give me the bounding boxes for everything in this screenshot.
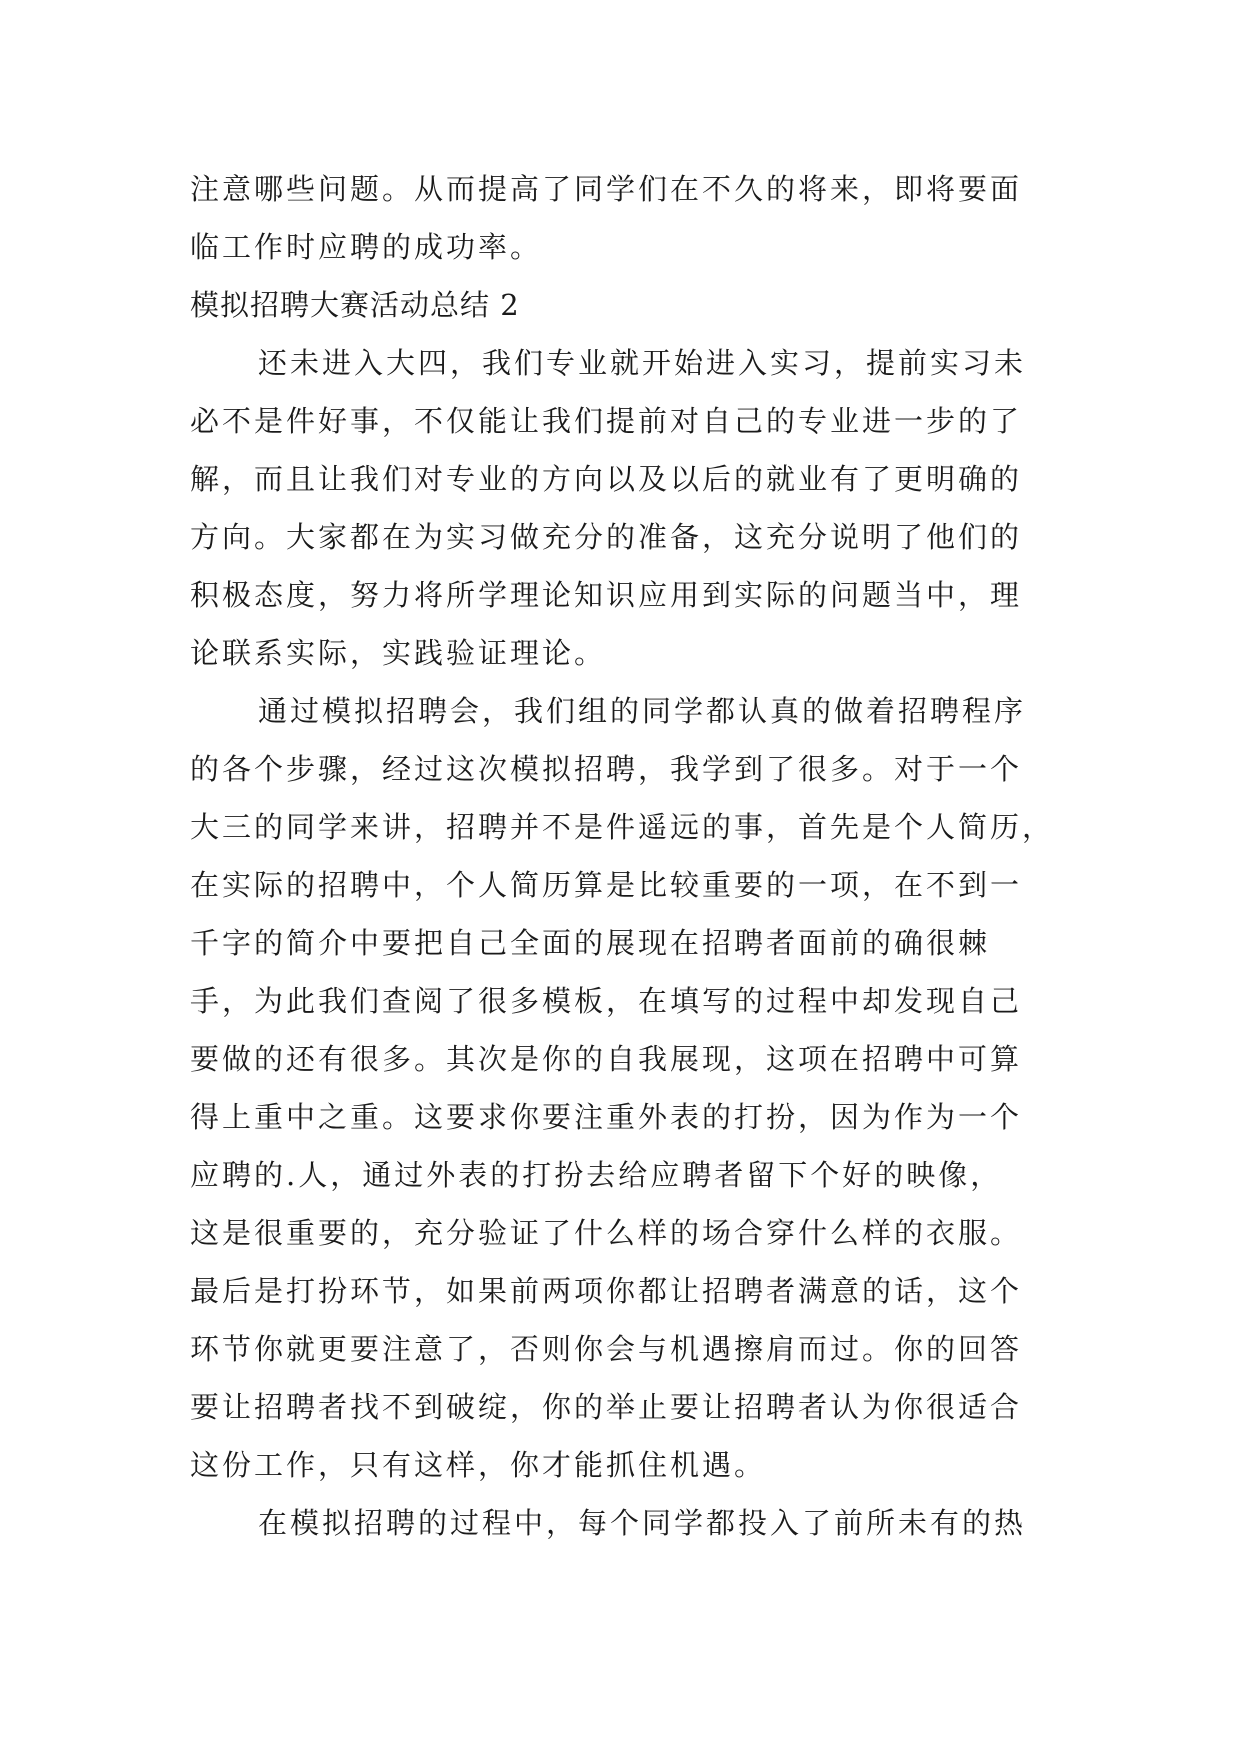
text-line: 这份工作，只有这样，你才能抓住机遇。 — [190, 1448, 767, 1482]
text-line: 要做的还有很多。其次是你的自我展现，这项在招聘中可算 — [190, 1042, 1023, 1076]
text-line: 要让招聘者找不到破绽，你的举止要让招聘者认为你很适合 — [190, 1390, 1023, 1424]
text-line: 方向。大家都在为实习做充分的准备，这充分说明了他们的 — [190, 520, 1023, 554]
text-line: 必不是件好事，不仅能让我们提前对自己的专业进一步的了 — [190, 404, 1023, 438]
text-line: 解，而且让我们对专业的方向以及以后的就业有了更明确的 — [190, 462, 1023, 496]
document-body — [190, 160, 1070, 1552]
text-line: 应聘的.人，通过外表的打扮去给应聘者留下个好的映像， — [190, 1158, 1003, 1192]
text-line: 环节你就更要注意了，否则你会与机遇擦肩而过。你的回答 — [190, 1332, 1023, 1366]
section-heading: 模拟招聘大赛活动总结 2 — [190, 288, 520, 322]
text-line: 在模拟招聘的过程中，每个同学都投入了前所未有的热 — [258, 1506, 1027, 1540]
text-line: 论联系实际，实践验证理论。 — [190, 636, 607, 670]
text-line: 临工作时应聘的成功率。 — [190, 230, 543, 264]
text-line: 大三的同学来讲，招聘并不是件遥远的事，首先是个人简历， — [190, 810, 1055, 844]
text-line: 在实际的招聘中，个人简历算是比较重要的一项，在不到一 — [190, 868, 1023, 902]
text-line: 这是很重要的，充分验证了什么样的场合穿什么样的衣服。 — [190, 1216, 1023, 1250]
text-line: 手，为此我们查阅了很多模板，在填写的过程中却发现自己 — [190, 984, 1023, 1018]
text-line: 最后是打扮环节，如果前两项你都让招聘者满意的话，这个 — [190, 1274, 1023, 1308]
text-line: 得上重中之重。这要求你要注重外表的打扮，因为作为一个 — [190, 1100, 1023, 1134]
text-line: 注意哪些问题。从而提高了同学们在不久的将来，即将要面 — [190, 172, 1023, 206]
text-line: 的各个步骤，经过这次模拟招聘，我学到了很多。对于一个 — [190, 752, 1023, 786]
text-line: 通过模拟招聘会，我们组的同学都认真的做着招聘程序 — [258, 694, 1027, 728]
text-line: 积极态度，努力将所学理论知识应用到实际的问题当中，理 — [190, 578, 1023, 612]
text-line: 千字的简介中要把自己全面的展现在招聘者面前的确很棘 — [190, 926, 991, 960]
text-line: 还未进入大四，我们专业就开始进入实习，提前实习未 — [258, 346, 1027, 380]
